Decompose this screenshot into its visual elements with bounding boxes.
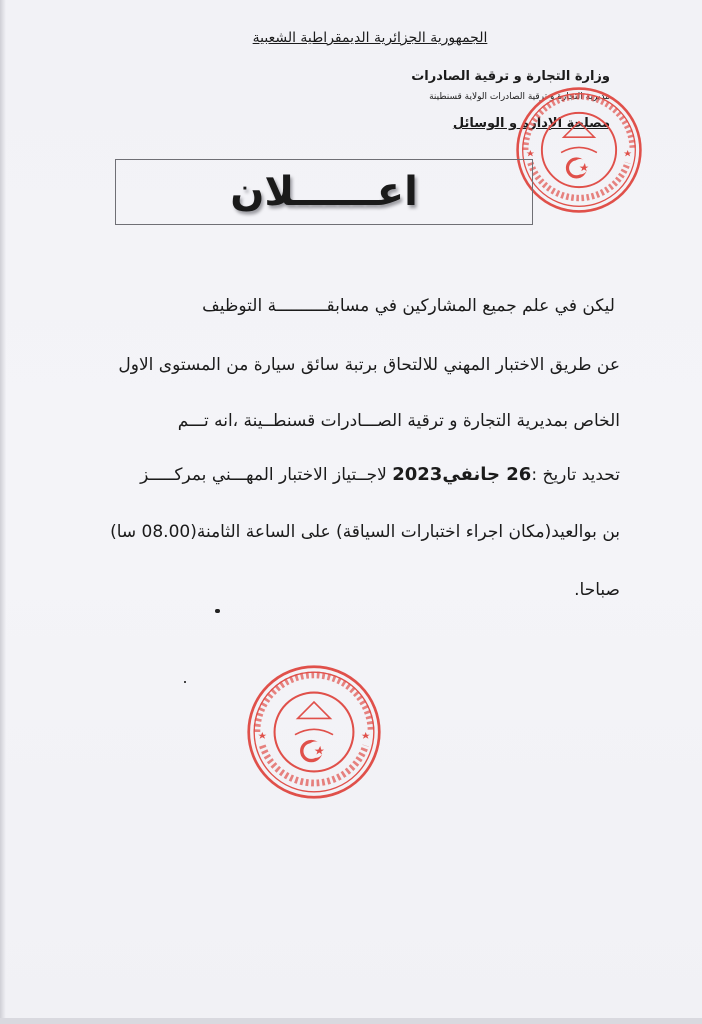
announcement-title: اعــــــلان <box>230 169 418 215</box>
body-line-6: صباحا. <box>574 580 620 600</box>
ink-mark <box>215 609 220 613</box>
service-name: مصلحة الإدارة و الوسائل <box>452 116 610 131</box>
body-line-2: عن طريق الاختبار المهني للالتحاق برتبة سائق سيارة من المستوى الاول <box>118 355 620 375</box>
directorate-name: مديرية التجارة و ترقية الصادرات الولاية قسنطينة <box>429 92 610 102</box>
scan-edge <box>0 0 6 1024</box>
exam-date: 26 جانفي2023 <box>392 464 532 485</box>
body-line-3: الخاص بمديرية التجارة و ترقية الصـــادرات قسنطــينة ،انه تـــم <box>177 411 620 431</box>
date-prefix: تحديد تاريخ : <box>531 465 620 485</box>
official-seal-icon <box>246 664 382 800</box>
official-seal-icon <box>515 86 643 214</box>
ink-speck <box>184 681 186 683</box>
body-line-4 <box>78 464 620 485</box>
scan-bottom-edge <box>0 1018 702 1024</box>
ministry-name: وزارة التجارة و ترقية الصادرات <box>411 69 610 84</box>
republic-header: الجمهورية الجزائرية الديمقراطية الشعبية <box>252 30 488 46</box>
body-line-1: ليكن في علم جميع المشاركين في مسابقــــــــــة التوظيف <box>202 296 615 316</box>
body-line-5: بن بوالعيد(مكان اجراء اختبارات السياقة) على الساعة الثامنة(08.00 سا) <box>110 522 620 542</box>
announcement-title-box <box>115 159 533 225</box>
date-suffix: لاجــتياز الاختبار المهـــني بمركـــــز <box>140 465 393 485</box>
